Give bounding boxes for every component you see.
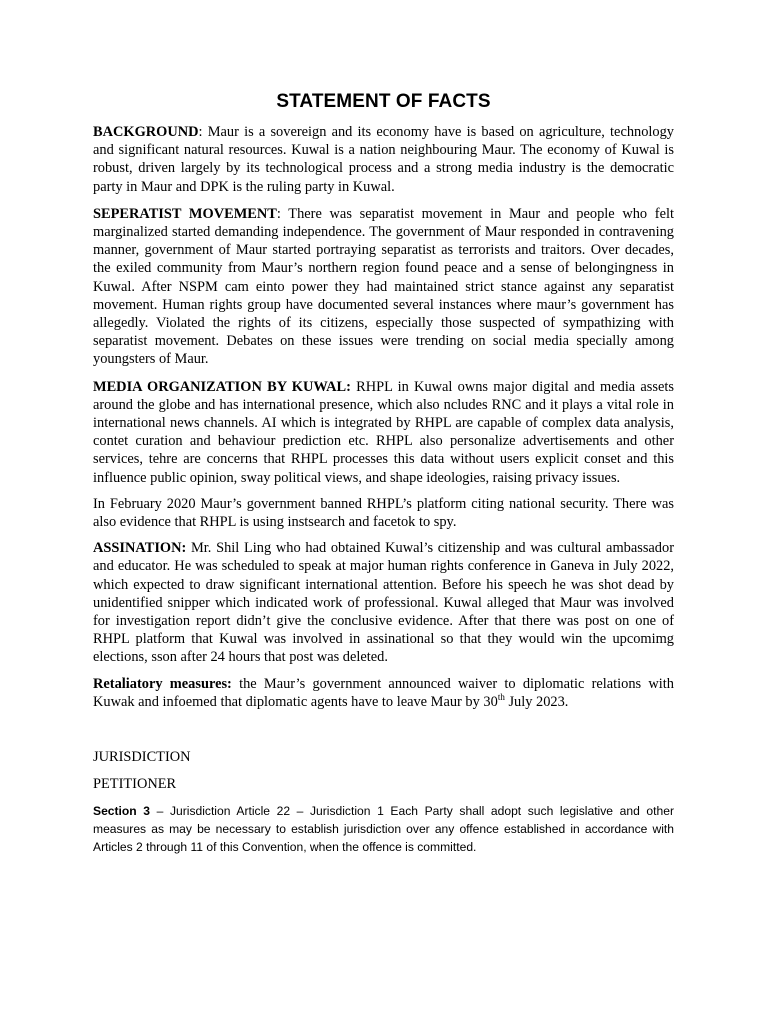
separatist-text: : There was separatist movement in Maur and people who felt marginalized started demanding independence. The government of Maur responded in contravening manner, government of Maur started portraying separatist as terrorists and traitors. Over decades, the exiled community from Maur’s northern region found peace and a sense of belongingness in Kuwal. After NSPM cam einto power they had maintained strict stance against any separatist movement. Human rights group have documented several instances where maur’s government has allegedly. Violated the rights of its citizens, especially those suspected of sympathizing with separatist movement. Debates on these issues were trending on social media specially among youngsters of Maur. bbox=[93, 205, 674, 368]
document-title: STATEMENT OF FACTS bbox=[276, 91, 491, 112]
media-text: RHPL in Kuwal owns major digital and media assets around the globe and has international presence, which also ncludes RNC and it plays a vital role in international news channels. AI which is integrated by RHPL are capable of complex data analysis, contet curation and behaviour prediction etc. RHPL also personalize advertisements and other services, tehre are concerns that RHPL processes this data without users explicit conset and this influence public opinion, sway political views, and shape ideologies, raising privacy issues. bbox=[93, 378, 674, 486]
assination-paragraph bbox=[93, 539, 674, 666]
background-text: : Maur is a sovereign and its economy have is based on agriculture, technology and significant natural resources. Kuwal is a nation neighbouring Maur. The economy of Kuwal is robust, driven largely by its technological process and a strong media industry is the democratic party in Maur and DPK is the ruling party in Kuwal. bbox=[93, 124, 674, 195]
background-paragraph bbox=[93, 123, 674, 196]
media-paragraph bbox=[93, 378, 674, 487]
petitioner-heading: PETITIONER bbox=[93, 776, 177, 793]
february-paragraph bbox=[93, 495, 674, 531]
retaliatory-label: Retaliatory measures: bbox=[93, 675, 232, 692]
separatist-label: SEPERATIST MOVEMENT bbox=[93, 205, 277, 222]
separatist-paragraph bbox=[93, 205, 674, 369]
jurisdiction-heading: JURISDICTION bbox=[93, 749, 191, 766]
background-label: BACKGROUND bbox=[93, 124, 199, 140]
section3-text: – Jurisdiction Article 22 – Jurisdiction 1 Each Party shall adopt such legislative and other measures as may be necessary to establish jurisdiction over any offence established in accordance with Articles 2 through 11 of this Convention, when the offence is committed. bbox=[93, 803, 674, 854]
retaliatory-text-before: the Maur’s government announced waiver to diplomatic relations with Kuwak and infoemed that diplomatic agents have to leave Maur by 30 bbox=[93, 675, 674, 710]
assination-text: Mr. Shil Ling who had obtained Kuwal’s citizenship and was cultural ambassador and educator. He was scheduled to speak at major human rights conference in Ganeva in July 2022, which expected to draw significant international attention. Before his speech he was shot dead by unidentified snipper which indicated work of professional. Kuwal alleged that Maur was involved for investigation report didn’t give the conclusive evidence. After that there was post on one of RHPL platform that Kuwal was involved in assinational so that they would win the upcomimg elections, sson after 24 hours that post was deleted. bbox=[93, 540, 674, 666]
retaliatory-text-after: July 2023. bbox=[504, 693, 569, 710]
document-page bbox=[93, 0, 674, 856]
section3-label: Section 3 bbox=[93, 803, 151, 818]
section3-paragraph bbox=[93, 802, 674, 856]
media-label: MEDIA ORGANIZATION BY KUWAL: bbox=[93, 378, 351, 395]
retaliatory-paragraph bbox=[93, 675, 674, 711]
assination-label: ASSINATION: bbox=[93, 540, 187, 557]
retaliatory-superscript: th bbox=[497, 692, 505, 703]
february-text: In February 2020 Maur’s government banned RHPL’s platform citing national security. There was also evidence that RHPL is using instsearch and facetok to spy. bbox=[93, 495, 674, 531]
